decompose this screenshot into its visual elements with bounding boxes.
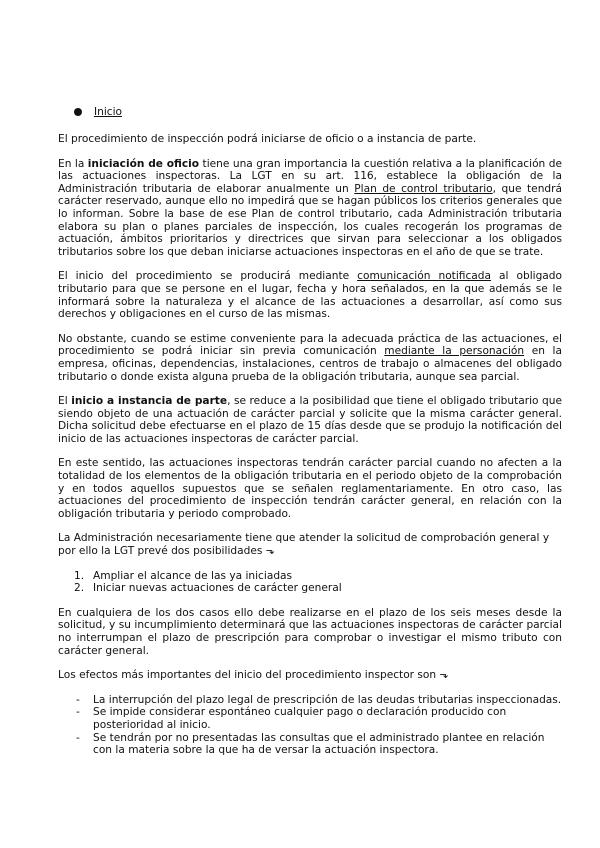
numbered-list: [58, 570, 562, 595]
item-text: Iniciar nuevas actuaciones de carácter general: [93, 582, 342, 595]
paragraph-sentido: En este sentido, las actuaciones inspectoras tendrán carácter parcial cuando no afecten a la totalidad de los elementos de la obligación tributaria en el periodo objeto de la comprobación y en todos aquellos supuestos que se señalen reglamentariamente. En otro caso, las actuaciones del procedimiento de inspección tendrán carácter general, en relación con la obligación tributaria y periodo comprobado.: [58, 457, 562, 520]
text: El: [58, 395, 72, 408]
paragraph-personacion: [58, 333, 562, 383]
paragraph-intro: El procedimiento de inspección podrá iniciarse de oficio o a instancia de parte.: [58, 133, 477, 145]
text: en la empresa, oficinas, dependencias, instalaciones, centros de trabajo o almacenes del obligado tributario o donde exista alguna prueba de la obligación tributaria, aunque sea parcial.: [58, 345, 562, 383]
paragraph-oficio: [58, 158, 562, 259]
document-page: [58, 103, 562, 757]
list-item: [74, 582, 562, 595]
item-number: 1.: [74, 569, 85, 582]
text: , se reduce a la posibilidad que tiene el obligado tributario que siendo objeto de una actuación de carácter parcial y solicite que la misma carácter general. Dicha solicitud debe efectuarse en el plazo de 15 días desde que se produjo la notificación del inicio de las actuaciones inspectoras de carácter parcial.: [58, 395, 562, 445]
paragraph-administracion: La Administración necesariamente tiene que atender la solicitud de comprobación general y por ello la LGT prevé dos posibilidades ⬎: [58, 532, 550, 558]
comunicacion-link[interactable]: comunicación notificada: [357, 270, 491, 283]
item-text: Se tendrán por no presentadas las consultas que el administrado plantee en relación con la materia sobre la que ha de versar la actuación inspectora.: [93, 731, 545, 757]
item-text: Se impide considerar espontáneo cualquier pago o declaración producido con posterioridad al inicio.: [93, 706, 507, 731]
list-item: [76, 694, 562, 707]
list-item: [76, 706, 562, 731]
dash-marker: -: [76, 706, 80, 719]
paragraph-instancia: [58, 395, 562, 445]
plan-control-link[interactable]: Plan de control tributario: [354, 182, 493, 195]
dash-marker: -: [76, 731, 80, 744]
dash-marker: -: [76, 693, 80, 706]
item-number: 2.: [74, 582, 85, 595]
text: El inicio del procedimiento se producirá mediante: [58, 270, 358, 283]
paragraph-efectos: Los efectos más importantes del inicio del procedimiento inspector son ⬎: [58, 669, 449, 682]
text: No obstante, cuando se estime conveniente para la adecuada práctica de las actuaciones, el procedimiento se podrá iniciar sin previa comunicación: [58, 332, 562, 358]
section-heading: [74, 103, 562, 121]
dash-list: [58, 694, 562, 757]
text: En la: [58, 157, 88, 170]
personacion-link[interactable]: mediante la personación: [384, 345, 525, 358]
bold-term: iniciación de oficio: [87, 157, 200, 170]
list-item: [76, 732, 562, 757]
bold-term: inicio a instancia de parte: [71, 395, 228, 408]
text: tiene una gran importancia la cuestión relativa a la planificación de las actuaciones inspectoras. La LGT en su art. 116, establece la obligación de la Administración tributaria de elaborar anualmente un: [58, 157, 562, 195]
item-text: La interrupción del plazo legal de prescripción de las deudas tributarias inspeccionadas.: [93, 693, 562, 706]
paragraph-comunicacion: [58, 270, 562, 320]
section-title-link[interactable]: Inicio: [94, 105, 123, 118]
list-item: [74, 570, 562, 583]
bullet-icon: [74, 108, 82, 116]
paragraph-plazo: En cualquiera de los dos casos ello debe realizarse en el plazo de los seis meses desde la solicitud, y su incumplimiento determinará que las actuaciones inspectoras de carácter parcial no interrumpan el plazo de prescripción para comprobar o investigar el mismo tributo con carácter general.: [58, 606, 562, 657]
item-text: Ampliar el alcance de las ya iniciadas: [93, 569, 293, 582]
text: al obligado tributario para que se persone en el lugar, fecha y hora señalados, en la que además se le informará sobre la naturaleza y el alcance de las actuaciones a desarrollar, así como sus derechos y obligaciones en el curso de las mismas.: [58, 270, 562, 321]
text: , que tendrá carácter reservado, aunque ello no impedirá que se hagan públicos los criterios generales que lo informan. Sobre la base de ese Plan de control tributario, cada Administración tributaria elabora su plan o planes parciales de inspección, los cuales recogerán los programas de actuación, ámbitos prioritarios y directrices que sirvan para seleccionar a los obligados tributarios sobre los que deban iniciarse actuaciones inspectoras en el año de que se trate.: [58, 182, 562, 258]
